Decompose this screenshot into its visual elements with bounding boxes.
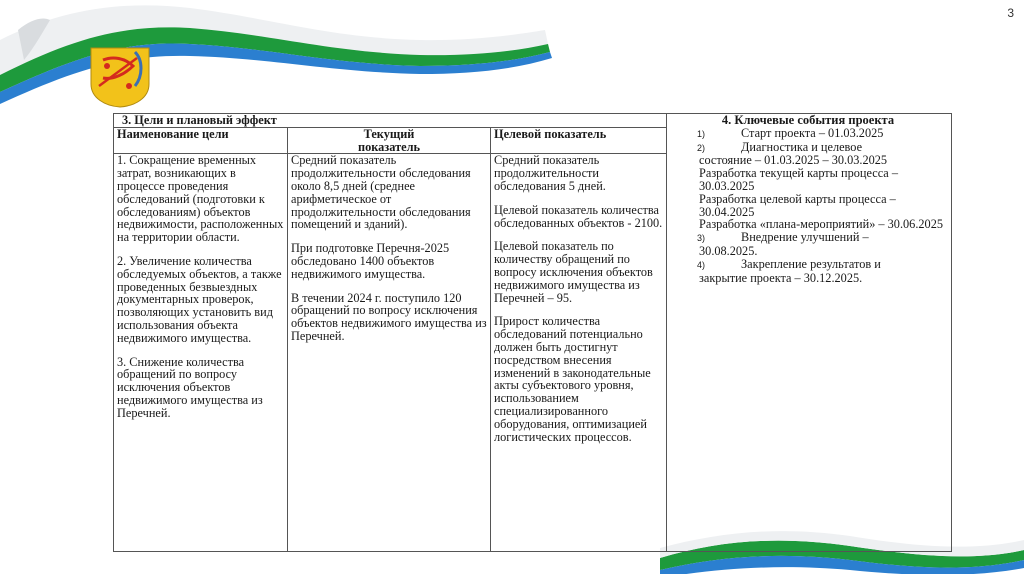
section3-header	[114, 114, 667, 128]
event-5: Разработка «плана-мероприятий» – 30.06.2025	[699, 217, 943, 232]
event-1	[667, 127, 949, 141]
current-cell	[288, 154, 491, 552]
target-3: Целевой показатель по количеству обращений по вопросу исключения объектов недвижимого имущества из Перечней – 95.	[494, 239, 653, 305]
event-6-text: Внедрение улучшений –	[741, 230, 869, 245]
event-7	[667, 258, 949, 272]
top-ribbon-decoration	[0, 0, 560, 110]
current-1: Средний показатель продолжительности обследования около 8,5 дней (среднее арифметическое от продолжительности обследования помещений и зданий).	[291, 153, 471, 232]
current-3: В течении 2024 г. поступило 120 обращений по вопросу исключения объектов недвижимого имущества из Перечней.	[291, 290, 487, 343]
current-2: При подготовке Перечня-2025 обследовано 1400 объектов недвижимого имущества.	[291, 241, 450, 281]
target-2: Целевой показатель количества обследованных объектов - 2100.	[494, 202, 663, 230]
event-1-number: 1)	[697, 128, 706, 139]
goals-cell	[114, 154, 288, 552]
event-6-continued: 30.08.2025.	[699, 243, 758, 258]
goal-3: 3. Снижение количества обращений по вопросу исключения объектов недвижимого имущества из Перечней.	[117, 354, 263, 420]
event-7-text: Закрепление результатов и	[741, 256, 881, 271]
event-1-text: Старт проекта – 01.03.2025	[741, 125, 884, 140]
col-header-current: Текущий показатель	[288, 127, 491, 154]
project-table	[113, 113, 952, 552]
events-cell	[667, 114, 952, 552]
event-7-continued: закрытие проекта – 30.12.2025.	[699, 270, 863, 285]
target-4: Прирост количества обследований потенциально должен быть достигнут посредством внесения изменений в законодательные акты субъектового уровня, использованием специализированного оборудования, оптимизацией логистических процессов.	[494, 314, 651, 444]
col-header-goal: Наименование цели	[114, 127, 288, 154]
section3-title: 3. Цели и плановый эффект	[122, 113, 277, 127]
goal-2: 2. Увеличение количества обследуемых объектов, а также проведенных безвыездных документарных проверок, позволяющих установить вид использования объекта недвижимого имущества.	[117, 253, 282, 345]
goal-1: 1. Сокращение временных затрат, возникающих в процессе проведения обследований (подготовки к обследованиям) объектов недвижимости, расположенных на территории области.	[117, 153, 284, 245]
section4-title: 4. Ключевые события проекта	[721, 113, 895, 127]
event-3: Разработка текущей карты процесса – 30.03.2025	[699, 166, 898, 193]
target-1: Средний показатель продолжительности обследования 5 дней.	[494, 153, 606, 193]
event-4: Разработка целевой карты процесса – 30.04.2025	[699, 191, 896, 219]
coat-of-arms-icon	[89, 46, 151, 108]
event-2-number: 2)	[697, 142, 706, 153]
event-2-text: Диагностика и целевое	[741, 139, 863, 154]
event-6-number: 3)	[697, 233, 706, 244]
event-6	[667, 231, 949, 245]
event-2-continued: состояние – 01.03.2025 – 30.03.2025	[699, 153, 888, 168]
target-cell	[491, 154, 667, 552]
col-header-target: Целевой показатель	[491, 127, 667, 154]
event-7-number: 4)	[697, 259, 706, 270]
page-number: 3	[1007, 6, 1014, 20]
event-2	[667, 141, 949, 155]
